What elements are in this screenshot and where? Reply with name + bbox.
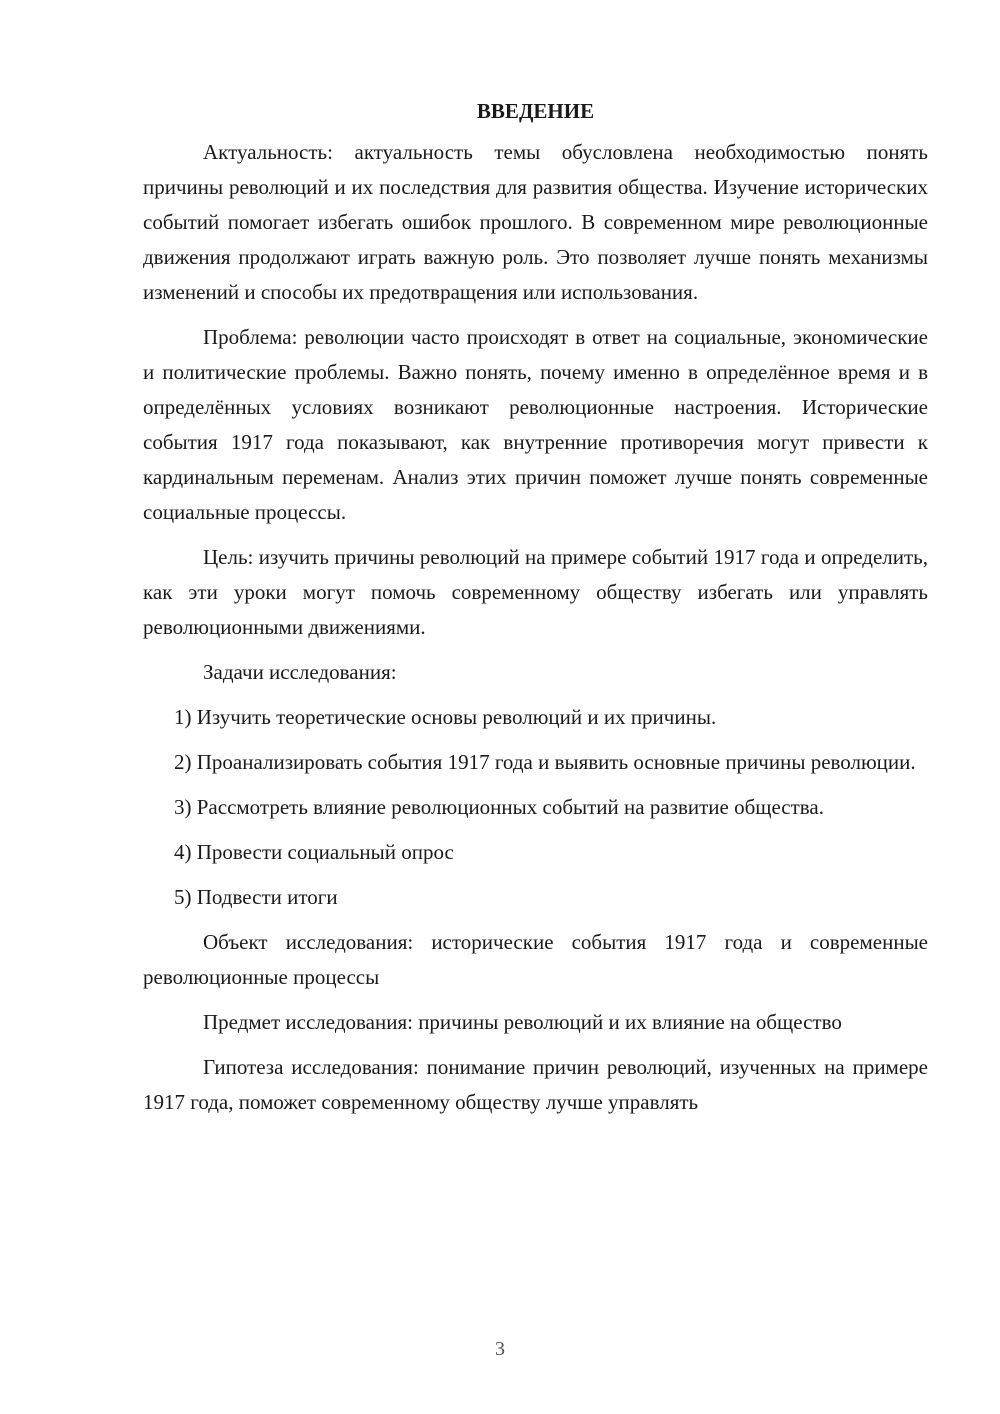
task-item: 4) Провести социальный опрос [174,840,454,864]
page-number: 3 [495,1338,505,1360]
page-title: ВВЕДЕНИЕ [476,99,595,123]
page-content [143,96,928,1130]
paragraph-object: Объект исследования: исторические события 1917 года и современные революционные процессы [143,930,928,989]
task-item: 3) Рассмотреть влияние революционных событий на развитие общества. [174,795,825,819]
task-item: 5) Подвести итоги [174,885,338,909]
paragraph-hypothesis: Гипотеза исследования: понимание причин революций, изученных на примере 1917 года, поможет современному обществу лучше управлять [143,1055,928,1114]
task-item: 2) Проанализировать события 1917 года и выявить основные причины революции. [174,750,916,774]
paragraph-relevance: Актуальность: актуальность темы обусловлена необходимостью понять причины революций и их последствия для развития общества. Изучение исторических событий помогает избегать ошибок прошлого. В современном мире революционные движения продолжают играть важную роль. Это позволяет лучше понять механизмы изменений и способы их предотвращения или использования. [143,140,928,304]
paragraph-goal: Цель: изучить причины революций на примере событий 1917 года и определить, как эти уроки могут помочь современному обществу избегать или управлять революционными движениями. [143,545,928,639]
task-item: 1) Изучить теоретические основы революций и их причины. [174,705,717,729]
paragraph-tasks-heading: Задачи исследования: [203,660,397,684]
paragraph-subject: Предмет исследования: причины революций и их влияние на общество [203,1010,842,1034]
paragraph-problem: Проблема: революции часто происходят в ответ на социальные, экономические и политические проблемы. Важно понять, почему именно в определённое время и в определённых условиях возникают революционные настроения. Исторические события 1917 года показывают, как внутренние противоречия могут привести к кардинальным переменам. Анализ этих причин поможет лучше понять современные социальные процессы. [143,325,928,524]
